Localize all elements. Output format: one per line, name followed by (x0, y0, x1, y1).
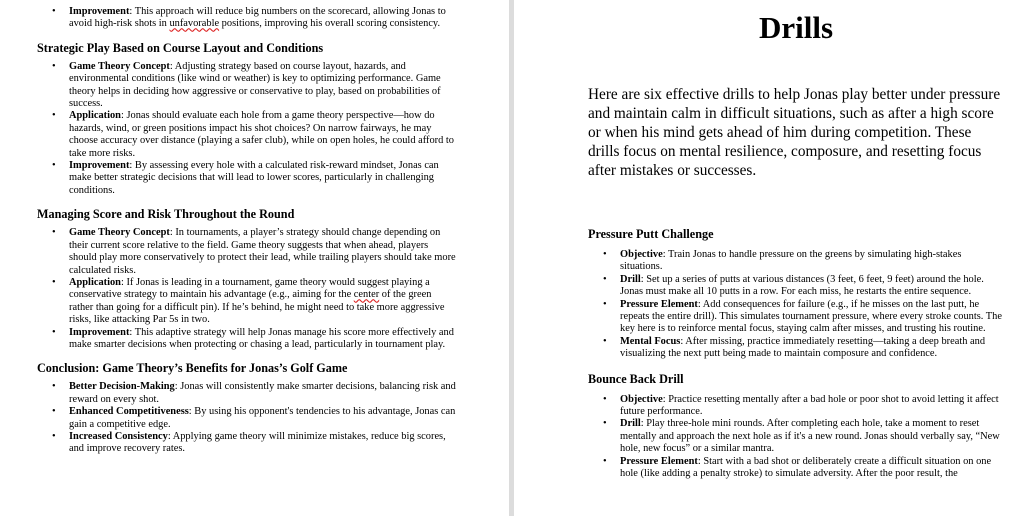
list-item: • Application: Jonas should evaluate each hole from a game theory perspective—how do hazards, wind, or green positions impact his shot choices? On narrow fairways, he may choose accuracy over distance (playing a safer club), while on open holes, he could afford to take more risks. (37, 110, 457, 160)
bullet-list-managing (37, 227, 457, 351)
section-heading: Bounce Back Drill (588, 371, 684, 386)
document-page-left (0, 0, 509, 516)
list-item: • Drill: Play three-hole mini rounds. After completing each hole, take a moment to reset mentally and approach the next hole as if it's a new round. Jonas should verbally say, “New hole, new focus” or a similar mantra. (588, 418, 1004, 455)
bullet-list-bounce-back (588, 394, 1004, 481)
list-item: • Pressure Element: Start with a bad shot or deliberately create a difficult situation on one hole (like adding a penalty stroke) to simulate adversity. After the poor result, the (588, 456, 1004, 481)
spelling-flag[interactable]: unfavorable (169, 18, 220, 30)
document-page-right (514, 0, 1024, 516)
item-label: Improvement (69, 6, 130, 17)
bullet-list-conclusion (37, 381, 457, 455)
section-heading: Pressure Putt Challenge (588, 227, 714, 241)
section-heading: Managing Score and Risk Throughout the Round (37, 207, 295, 222)
intro-paragraph: Here are six effective drills to help Jonas play better under pressure and maintain calm in difficult situations, such as after a high score or when his mind gets ahead of him during competition. These drills focus on mental resilience, composure, and resetting focus after mistakes or successes. (588, 86, 1001, 179)
list-item: • Game Theory Concept: Adjusting strategy based on course layout, hazards, and environmental conditions (like wind or weather) is key to optimizing performance. Game theory helps in deciding how aggressive or conservative to play, based on probabilities of success. (37, 61, 457, 111)
list-item: • Better Decision-Making: Jonas will consistently make smarter decisions, balancing risk and reward on every shot. (37, 381, 457, 406)
section-heading: Conclusion: Game Theory’s Benefits for Jonas’s Golf Game (37, 361, 348, 376)
section-heading: Strategic Play Based on Course Layout and Conditions (37, 40, 324, 55)
list-item: • Improvement: This approach will reduce big numbers on the scorecard, allowing Jonas to avoid high-risk shots in unfavorable positions, improving his overall scoring consistency. (37, 6, 457, 31)
left-page-content (37, 6, 457, 456)
list-item: • Application: If Jonas is leading in a tournament, game theory would suggest playing a conservative strategy to maintain his advantage (e.g., aiming for the center of the green rather than going for a difficult pin). If he’s behind, he might need to take more aggressive risks, like attacking Par 5s in two. (37, 277, 457, 327)
list-item: • Pressure Element: Add consequences for failure (e.g., if he misses on the last putt, he repeats the entire drill). This simulates tournament pressure, where every stroke counts. The key here is to reinforce mental focus, staying calm after misses, and trusting his routine. (588, 299, 1004, 336)
bullet-list-pressure-putt (588, 249, 1004, 361)
list-item: • Enhanced Competitiveness: By using his opponent's tendencies to his advantage, Jonas can gain a competitive edge. (37, 406, 457, 431)
bullet-list-top (37, 6, 457, 31)
list-item: • Objective: Train Jonas to handle pressure on the greens by simulating high-stakes situations. (588, 249, 1004, 274)
list-item: • Game Theory Concept: In tournaments, a player’s strategy should change depending on their current score relative to the field. Game theory suggests that when ahead, players should play more conservatively to protect their lead, while trailing players should take more calculated risks. (37, 227, 457, 277)
right-page-content (588, 6, 1004, 481)
bullet-list-strategic (37, 61, 457, 197)
list-item: • Improvement: By assessing every hole with a calculated risk-reward mindset, Jonas can make better strategic decisions that will lead to lower scores, particularly in challenging conditions. (37, 160, 457, 197)
page-title: Drills (758, 10, 834, 45)
list-item: • Objective: Practice resetting mentally after a bad hole or poor shot to avoid letting it affect future performance. (588, 394, 1004, 419)
list-item: • Mental Focus: After missing, practice immediately resetting—taking a deep breath and visualizing the next putt being made to maintain composure and confidence. (588, 336, 1004, 361)
list-item: • Improvement: This adaptive strategy will help Jonas manage his score more effectively and make smarter decisions when protecting or chasing a lead, particularly in tournament play. (37, 327, 457, 352)
list-item: • Drill: Set up a series of putts at various distances (3 feet, 6 feet, 9 feet) around the hole. Jonas must make all 10 putts in a row. For each miss, he restarts the entire sequence. (588, 274, 1004, 299)
spelling-flag[interactable]: center (353, 289, 380, 301)
list-item: • Increased Consistency: Applying game theory will minimize mistakes, reduce big scores, and improve recovery rates. (37, 431, 457, 456)
